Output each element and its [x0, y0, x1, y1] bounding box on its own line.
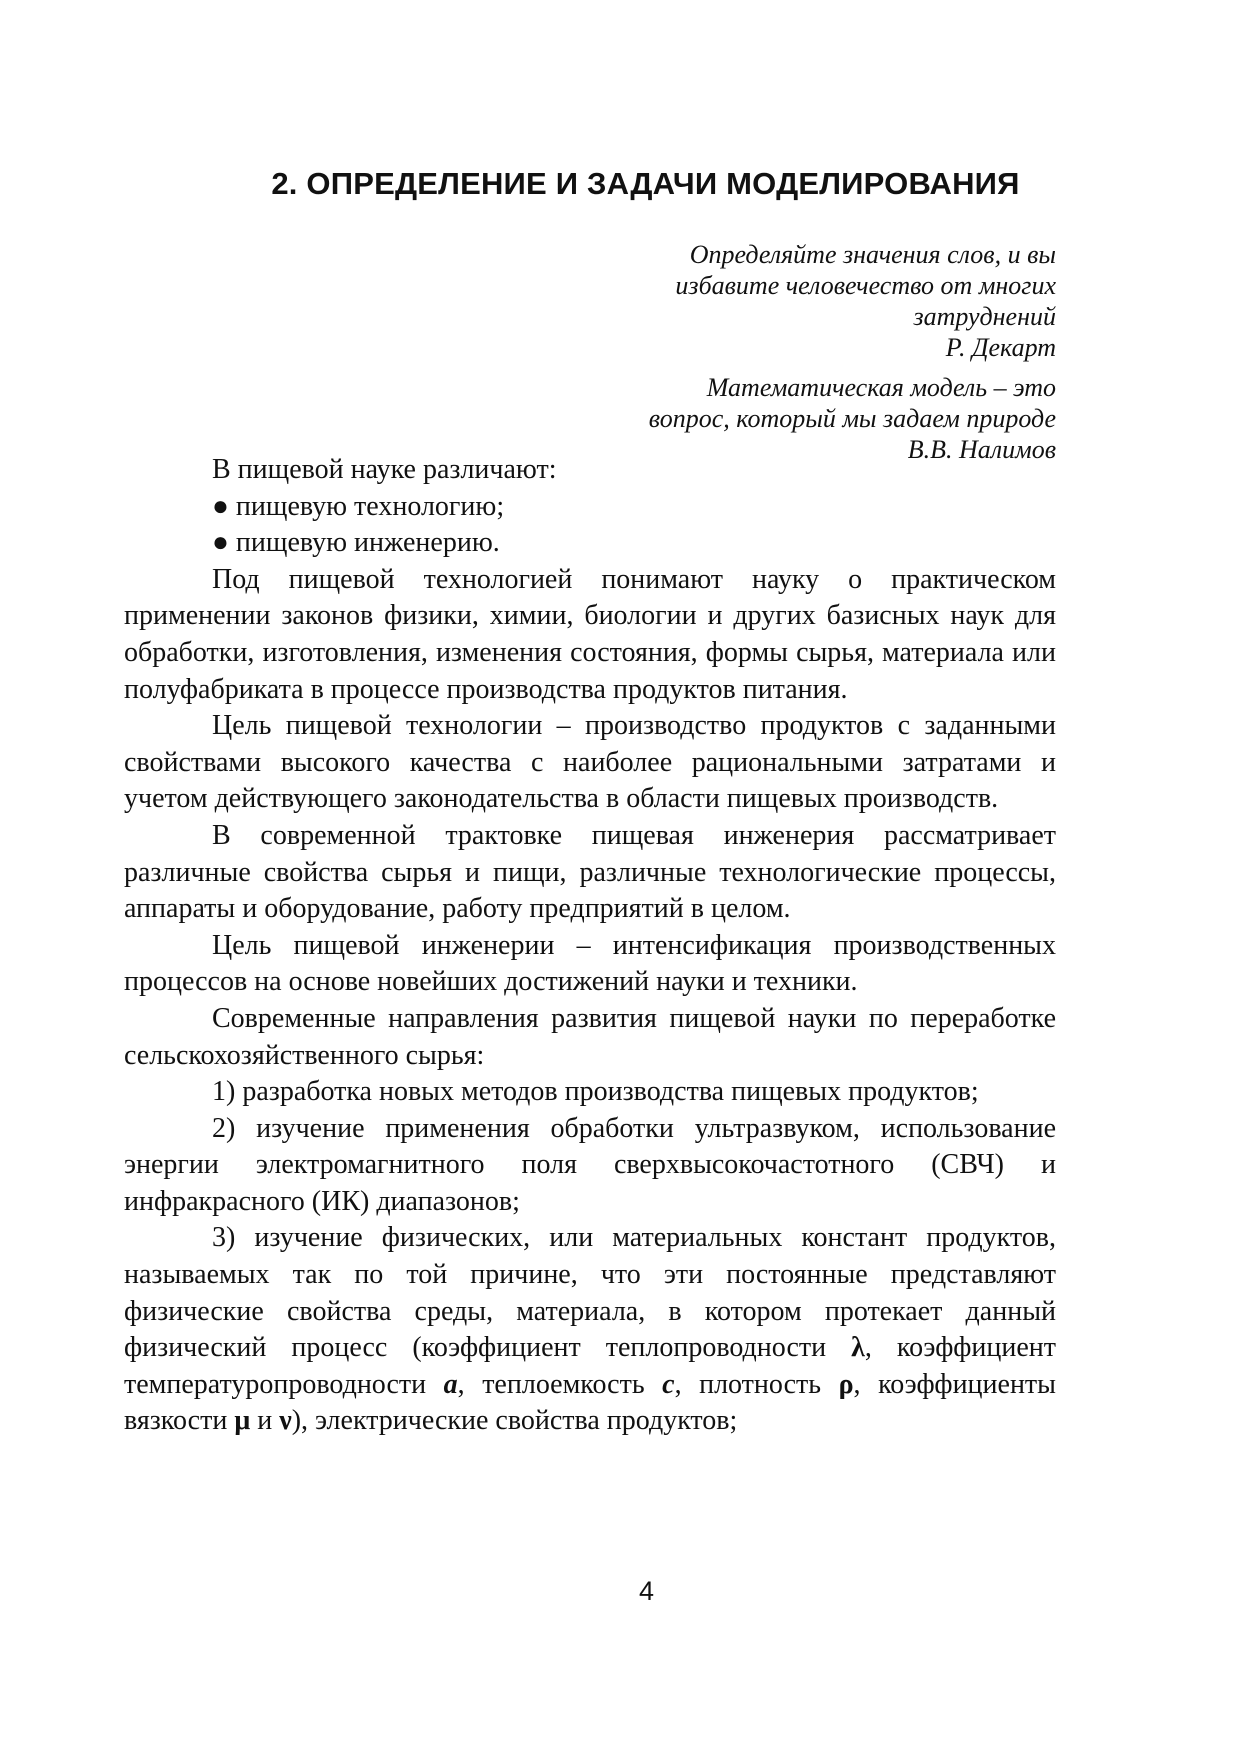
lambda-symbol: λ: [851, 1332, 865, 1364]
page-number: 4: [638, 1576, 655, 1606]
epigraph-line: Математическая модель – это: [706, 373, 1056, 402]
a-symbol: a: [443, 1368, 458, 1400]
body-paragraph: Цель пищевой технологии – производство продуктов с заданными свойствами высокого качества с наиболее рациональными затратами и учетом действующего законодательства в области пищевых производств.: [124, 710, 1056, 815]
body-paragraph: Цель пищевой инженерии – интенсификация производственных процессов на основе новейших достижений науки и техники.: [124, 929, 1056, 998]
epigraph-line: Определяйте значения слов, и вы: [689, 240, 1056, 269]
section-heading: 2. ОПРЕДЕЛЕНИЕ И ЗАДАЧИ МОДЕЛИРОВАНИЯ: [271, 166, 1020, 201]
text-run: ), электрические свойства продуктов;: [291, 1405, 738, 1437]
body-text: [124, 452, 1056, 1440]
list-item: 1) разработка новых методов производства пищевых продуктов;: [212, 1076, 979, 1108]
intro-paragraph: В пищевой науке различают:: [212, 454, 557, 485]
list-item: 2) изучение применения обработки ультразвуком, использование энергии электромагнитного поля сверхвысокочастотного (СВЧ) и инфракрасного (ИК) диапазонов;: [124, 1112, 1056, 1217]
rho-symbol: ρ: [838, 1368, 854, 1400]
text-run: 3) изучение физических, или материальных констант продуктов, называемых так по той причине, что эти постоянные представляют физические свойства среды, материала, в котором протекает данный физический процесс (коэффициент теплопроводности: [124, 1222, 1056, 1364]
text-run: , коэффициенты вязкости: [124, 1368, 1056, 1437]
epigraph-line: вопрос, который мы задаем природе: [648, 404, 1056, 433]
text-run: и: [250, 1405, 280, 1437]
epigraph-author: Р. Декарт: [945, 333, 1056, 362]
bullet-item: ● пищевую технологию;: [212, 490, 505, 522]
nu-symbol: ν: [279, 1405, 292, 1437]
epigraph-author: В.В. Налимов: [907, 435, 1056, 464]
c-symbol: c: [662, 1368, 675, 1400]
bullet-item: ● пищевую инженерию.: [212, 527, 500, 559]
text-run: , коэффициент температуропроводности: [124, 1332, 1056, 1400]
text-run: , плотность: [674, 1368, 839, 1400]
body-paragraph: Современные направления развития пищевой науки по переработке сельскохозяйственного сырья:: [124, 1002, 1056, 1071]
text-run: , теплоемкость: [457, 1368, 663, 1400]
list-item-constants: [124, 1220, 1056, 1440]
body-paragraph: В современной трактовке пищевая инженерия рассматривает различные свойства сырья и пищи, различные технологические процессы, аппараты и оборудование, работу предприятий в целом.: [124, 819, 1056, 925]
body-paragraph: Под пищевой технологией понимают науку о практическом применении законов физики, химии, биологии и других базисных наук для обработки, изготовления, изменения состояния, формы сырья, материала или полуфабриката в процессе производства продуктов питания.: [124, 563, 1056, 705]
epigraph-line: затруднений: [913, 302, 1056, 331]
epigraph-line: избавите человечество от многих: [675, 271, 1056, 300]
mu-symbol: μ: [234, 1405, 251, 1437]
epigraph-descartes: [536, 239, 1056, 363]
